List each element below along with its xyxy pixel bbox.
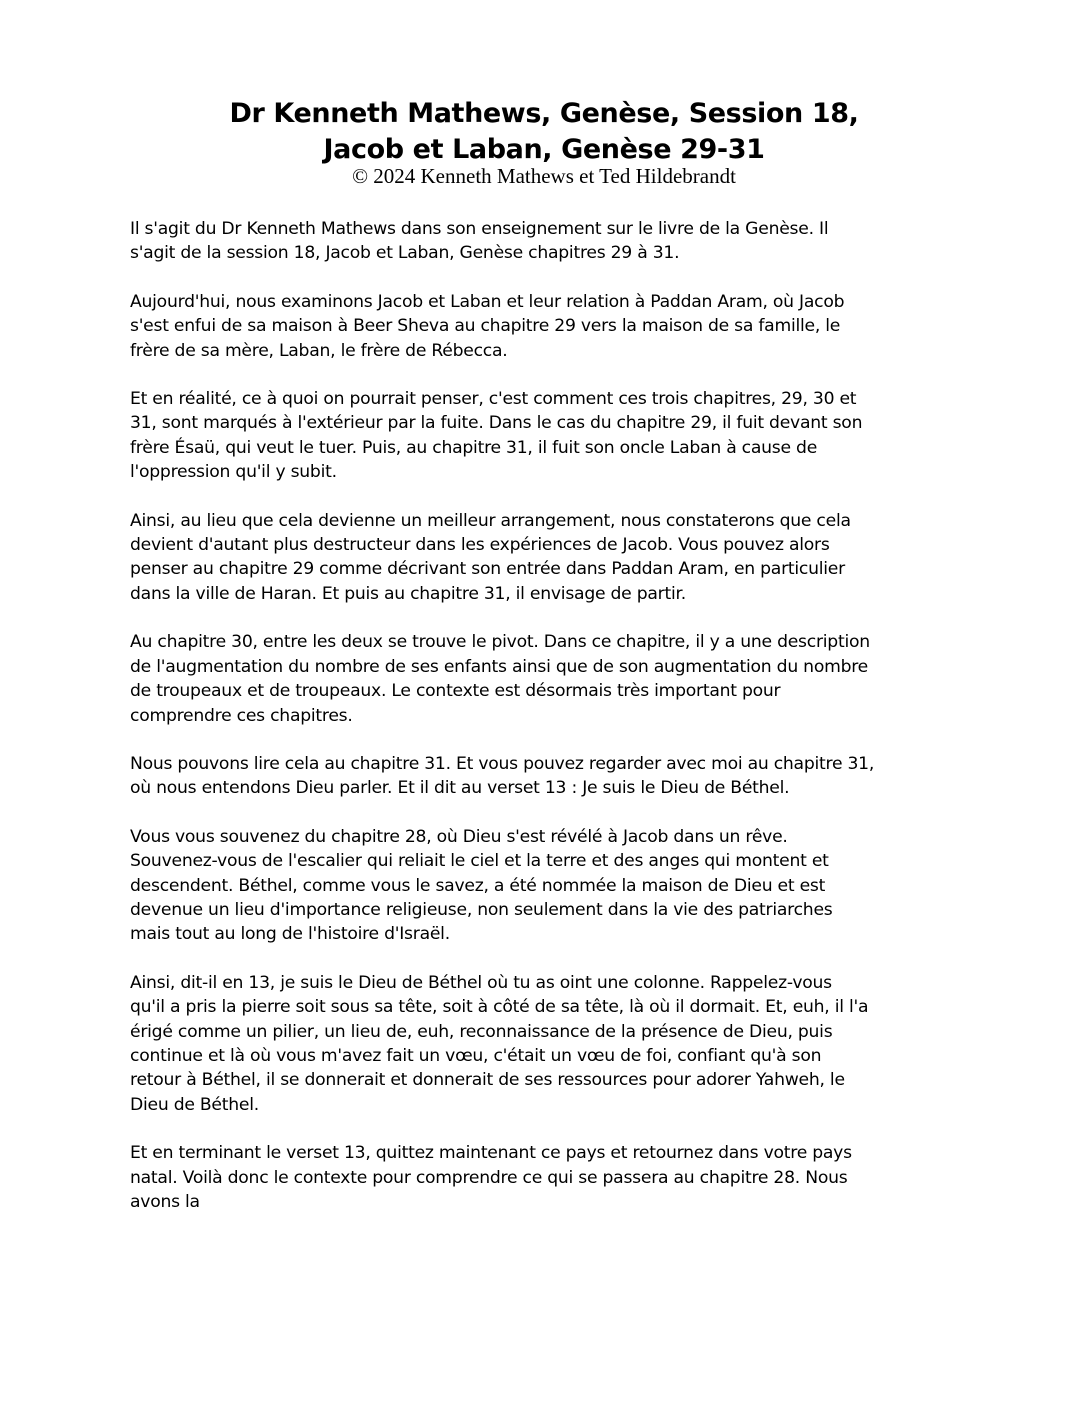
paragraph-4 — [130, 509, 970, 607]
text-line: retour à Béthel, il se donnerait et donnerait de ses ressources pour adorer Yahweh, le — [130, 1070, 845, 1091]
text-line: s'est enfui de sa maison à Beer Sheva au chapitre 29 vers la maison de sa famille, le — [130, 316, 841, 337]
text-line: Vous vous souvenez du chapitre 28, où Dieu s'est révélé à Jacob dans un rêve. — [130, 826, 788, 847]
paragraph-8 — [130, 971, 970, 1117]
text-line: continue et là où vous m'avez fait un vœu, c'était un vœu de foi, confiant qu'à son — [130, 1045, 822, 1066]
paragraph-6 — [130, 752, 970, 801]
text-line: frère de sa mère, Laban, le frère de Rébecca. — [130, 340, 508, 361]
text-line: Il s'agit du Dr Kenneth Mathews dans son enseignement sur le livre de la Genèse. Il — [130, 219, 829, 239]
text-line: devient d'autant plus destructeur dans les expériences de Jacob. Vous pouvez alors — [130, 535, 830, 556]
document-title-line-1: Dr Kenneth Mathews, Genèse, Session 18, — [229, 98, 859, 129]
text-line: Ainsi, au lieu que cela devienne un meilleur arrangement, nous constaterons que cela — [130, 510, 851, 531]
text-line: penser au chapitre 29 comme décrivant son entrée dans Paddan Aram, en particulier — [130, 559, 845, 580]
paragraph-3 — [130, 387, 970, 485]
text-line: Souvenez-vous de l'escalier qui reliait le ciel et la terre et des anges qui montent et — [130, 851, 829, 872]
text-line: frère Ésaü, qui veut le tuer. Puis, au chapitre 31, il fuit son oncle Laban à cause de — [130, 437, 818, 458]
text-line: Au chapitre 30, entre les deux se trouve le pivot. Dans ce chapitre, il y a une description — [130, 632, 870, 653]
text-line: mais tout au long de l'histoire d'Israël. — [130, 924, 450, 945]
title-block — [0, 96, 1088, 187]
copyright-notice: © 2024 Kenneth Mathews et Ted Hildebrandt — [352, 164, 736, 188]
document-body — [130, 217, 970, 1238]
text-line: de troupeaux et de troupeaux. Le contexte est désormais très important pour — [130, 681, 781, 702]
paragraph-7 — [130, 825, 970, 947]
text-line: de l'augmentation du nombre de ses enfants ainsi que de son augmentation du nombre — [130, 656, 869, 677]
paragraph-5 — [130, 630, 970, 728]
text-line: 31, sont marqués à l'extérieur par la fuite. Dans le cas du chapitre 29, il fuit devant son — [130, 413, 863, 434]
paragraph-2 — [130, 290, 970, 363]
text-line: Aujourd'hui, nous examinons Jacob et Laban et leur relation à Paddan Aram, où Jacob — [130, 291, 845, 312]
text-line: Ainsi, dit-il en 13, je suis le Dieu de Béthel où tu as oint une colonne. Rappelez-vous — [130, 972, 832, 993]
text-line: Et en réalité, ce à quoi on pourrait penser, c'est comment ces trois chapitres, 29, 30 et — [130, 389, 857, 410]
text-line: descendent. Béthel, comme vous le savez, a été nommée la maison de Dieu et est — [130, 875, 826, 896]
text-line: s'agit de la session 18, Jacob et Laban, Genèse chapitres 29 à 31. — [130, 243, 680, 264]
text-line: natal. Voilà donc le contexte pour comprendre ce qui se passera au chapitre 28. Nous — [130, 1167, 848, 1188]
text-line: devenue un lieu d'importance religieuse, non seulement dans la vie des patriarches — [130, 899, 833, 920]
text-line: érigé comme un pilier, un lieu de, euh, reconnaissance de la présence de Dieu, puis — [130, 1021, 833, 1042]
text-line: Dieu de Béthel. — [130, 1094, 259, 1115]
paragraph-9 — [130, 1141, 970, 1214]
text-line: qu'il a pris la pierre soit sous sa tête, soit à côté de sa tête, là où il dormait. Et, euh, il l'a — [130, 997, 869, 1018]
document-title-line-2: Jacob et Laban, Genèse 29-31 — [323, 134, 765, 165]
text-line: avons la — [130, 1192, 200, 1212]
text-line: dans la ville de Haran. Et puis au chapitre 31, il envisage de partir. — [130, 583, 686, 604]
text-line: l'oppression qu'il y subit. — [130, 462, 337, 483]
text-line: Nous pouvons lire cela au chapitre 31. Et vous pouvez regarder avec moi au chapitre 31, — [130, 753, 875, 774]
text-line: Et en terminant le verset 13, quittez maintenant ce pays et retournez dans votre pays — [130, 1143, 852, 1164]
text-line: où nous entendons Dieu parler. Et il dit au verset 13 : Je suis le Dieu de Béthel. — [130, 778, 790, 799]
paragraph-1 — [130, 217, 970, 266]
text-line: comprendre ces chapitres. — [130, 705, 353, 726]
